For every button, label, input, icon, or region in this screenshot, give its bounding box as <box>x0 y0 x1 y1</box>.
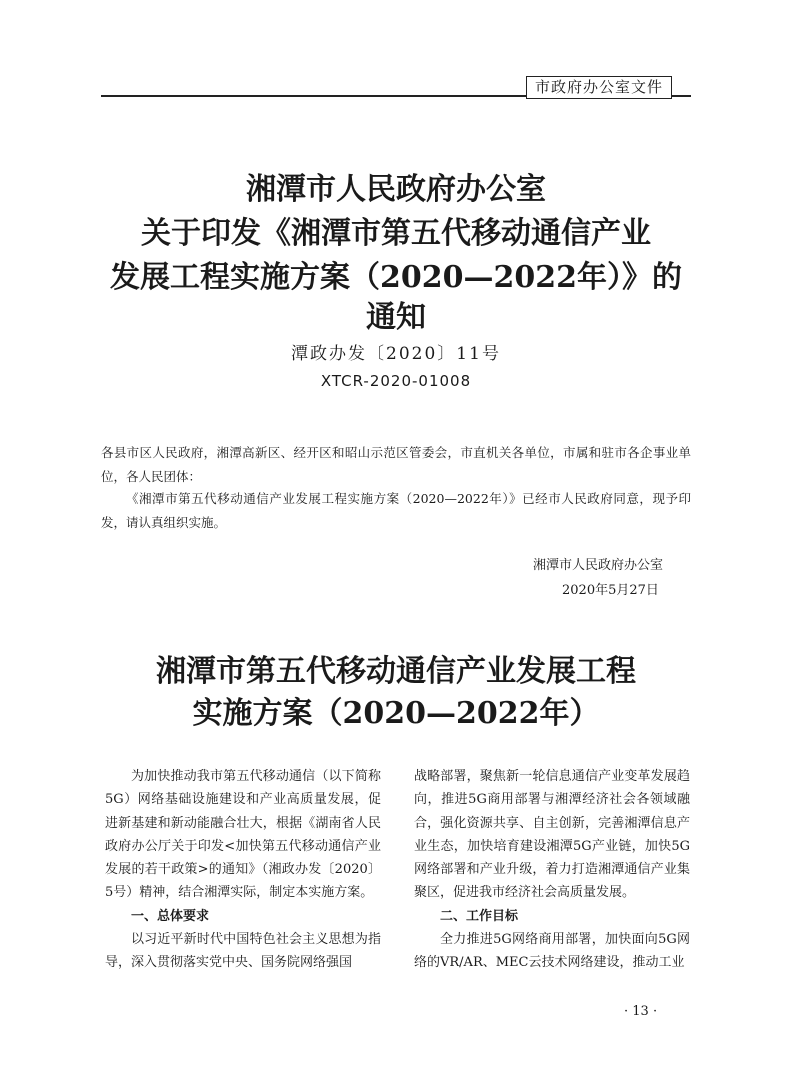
plan-title-line-2: 实施方案（2020—2022年） <box>192 696 600 731</box>
issue-date: 2020年5月27日 <box>562 583 659 598</box>
work-goals-paragraph: 全力推进5G网络商用部署，加快面向5G网络的VR/AR、MEC云技术网络建设，推动工业 <box>414 932 690 971</box>
general-requirements-continued: 战略部署，聚焦新一轮信息通信产业变革发展趋向，推进5G商用部署与湘潭经济社会各领域融合，强化资源共享、自主创新，完善湘潭信息产业生态，加快培育建设湘潭5G产业链，加快5G网络部署和产业升级，着力打造湘潭通信产业集聚区，促进我市经济社会高质量发展。 <box>414 769 690 901</box>
document-number: 潭政办发〔2020〕11号 <box>291 344 501 364</box>
notice-title-line-3: 发展工程实施方案（2020—2022年）》的通知 <box>110 260 682 335</box>
notice-title-line-2: 关于印发《湘潭市第五代移动通信产业 <box>141 216 651 251</box>
notice-recipients: 各县市区人民政府，湘潭高新区、经开区和昭山示范区管委会，市直机关各单位，市属和驻市各企事业单位，各人民团体： <box>101 445 691 484</box>
notice-title-line-1: 湘潭市人民政府办公室 <box>246 172 546 207</box>
intro-paragraph: 为加快推动我市第五代移动通信（以下简称5G）网络基础设施建设和产业高质量发展，促进新基建和新动能融合壮大，根据《湖南省人民政府办公厅关于印发<加快第五代移动通信产业发展的若干政策>的通知》（湘政办发〔2020〕5号）精神，结合湘潭实际，制定本实施方案。 <box>105 769 381 901</box>
section-tag: 市政府办公室文件 <box>526 76 672 99</box>
right-column <box>414 765 690 975</box>
plan-title-line-1: 湘潭市第五代移动通信产业发展工程 <box>156 654 636 689</box>
section-heading-1: 一、总体要求 <box>131 908 210 924</box>
section-heading-2: 二、工作目标 <box>440 908 519 924</box>
left-column <box>105 765 381 975</box>
document-code: XTCR-2020-01008 <box>320 372 472 390</box>
page-number: · 13 · <box>624 1004 658 1019</box>
notice-body: 《湘潭市第五代移动通信产业发展工程实施方案（2020—2022年）》已经市人民政府同意，现予印发，请认真组织实施。 <box>101 491 691 530</box>
general-requirements-paragraph: 以习近平新时代中国特色社会主义思想为指导，深入贯彻落实党中央、国务院网络强国 <box>105 932 381 971</box>
signatory: 湘潭市人民政府办公室 <box>533 558 664 573</box>
